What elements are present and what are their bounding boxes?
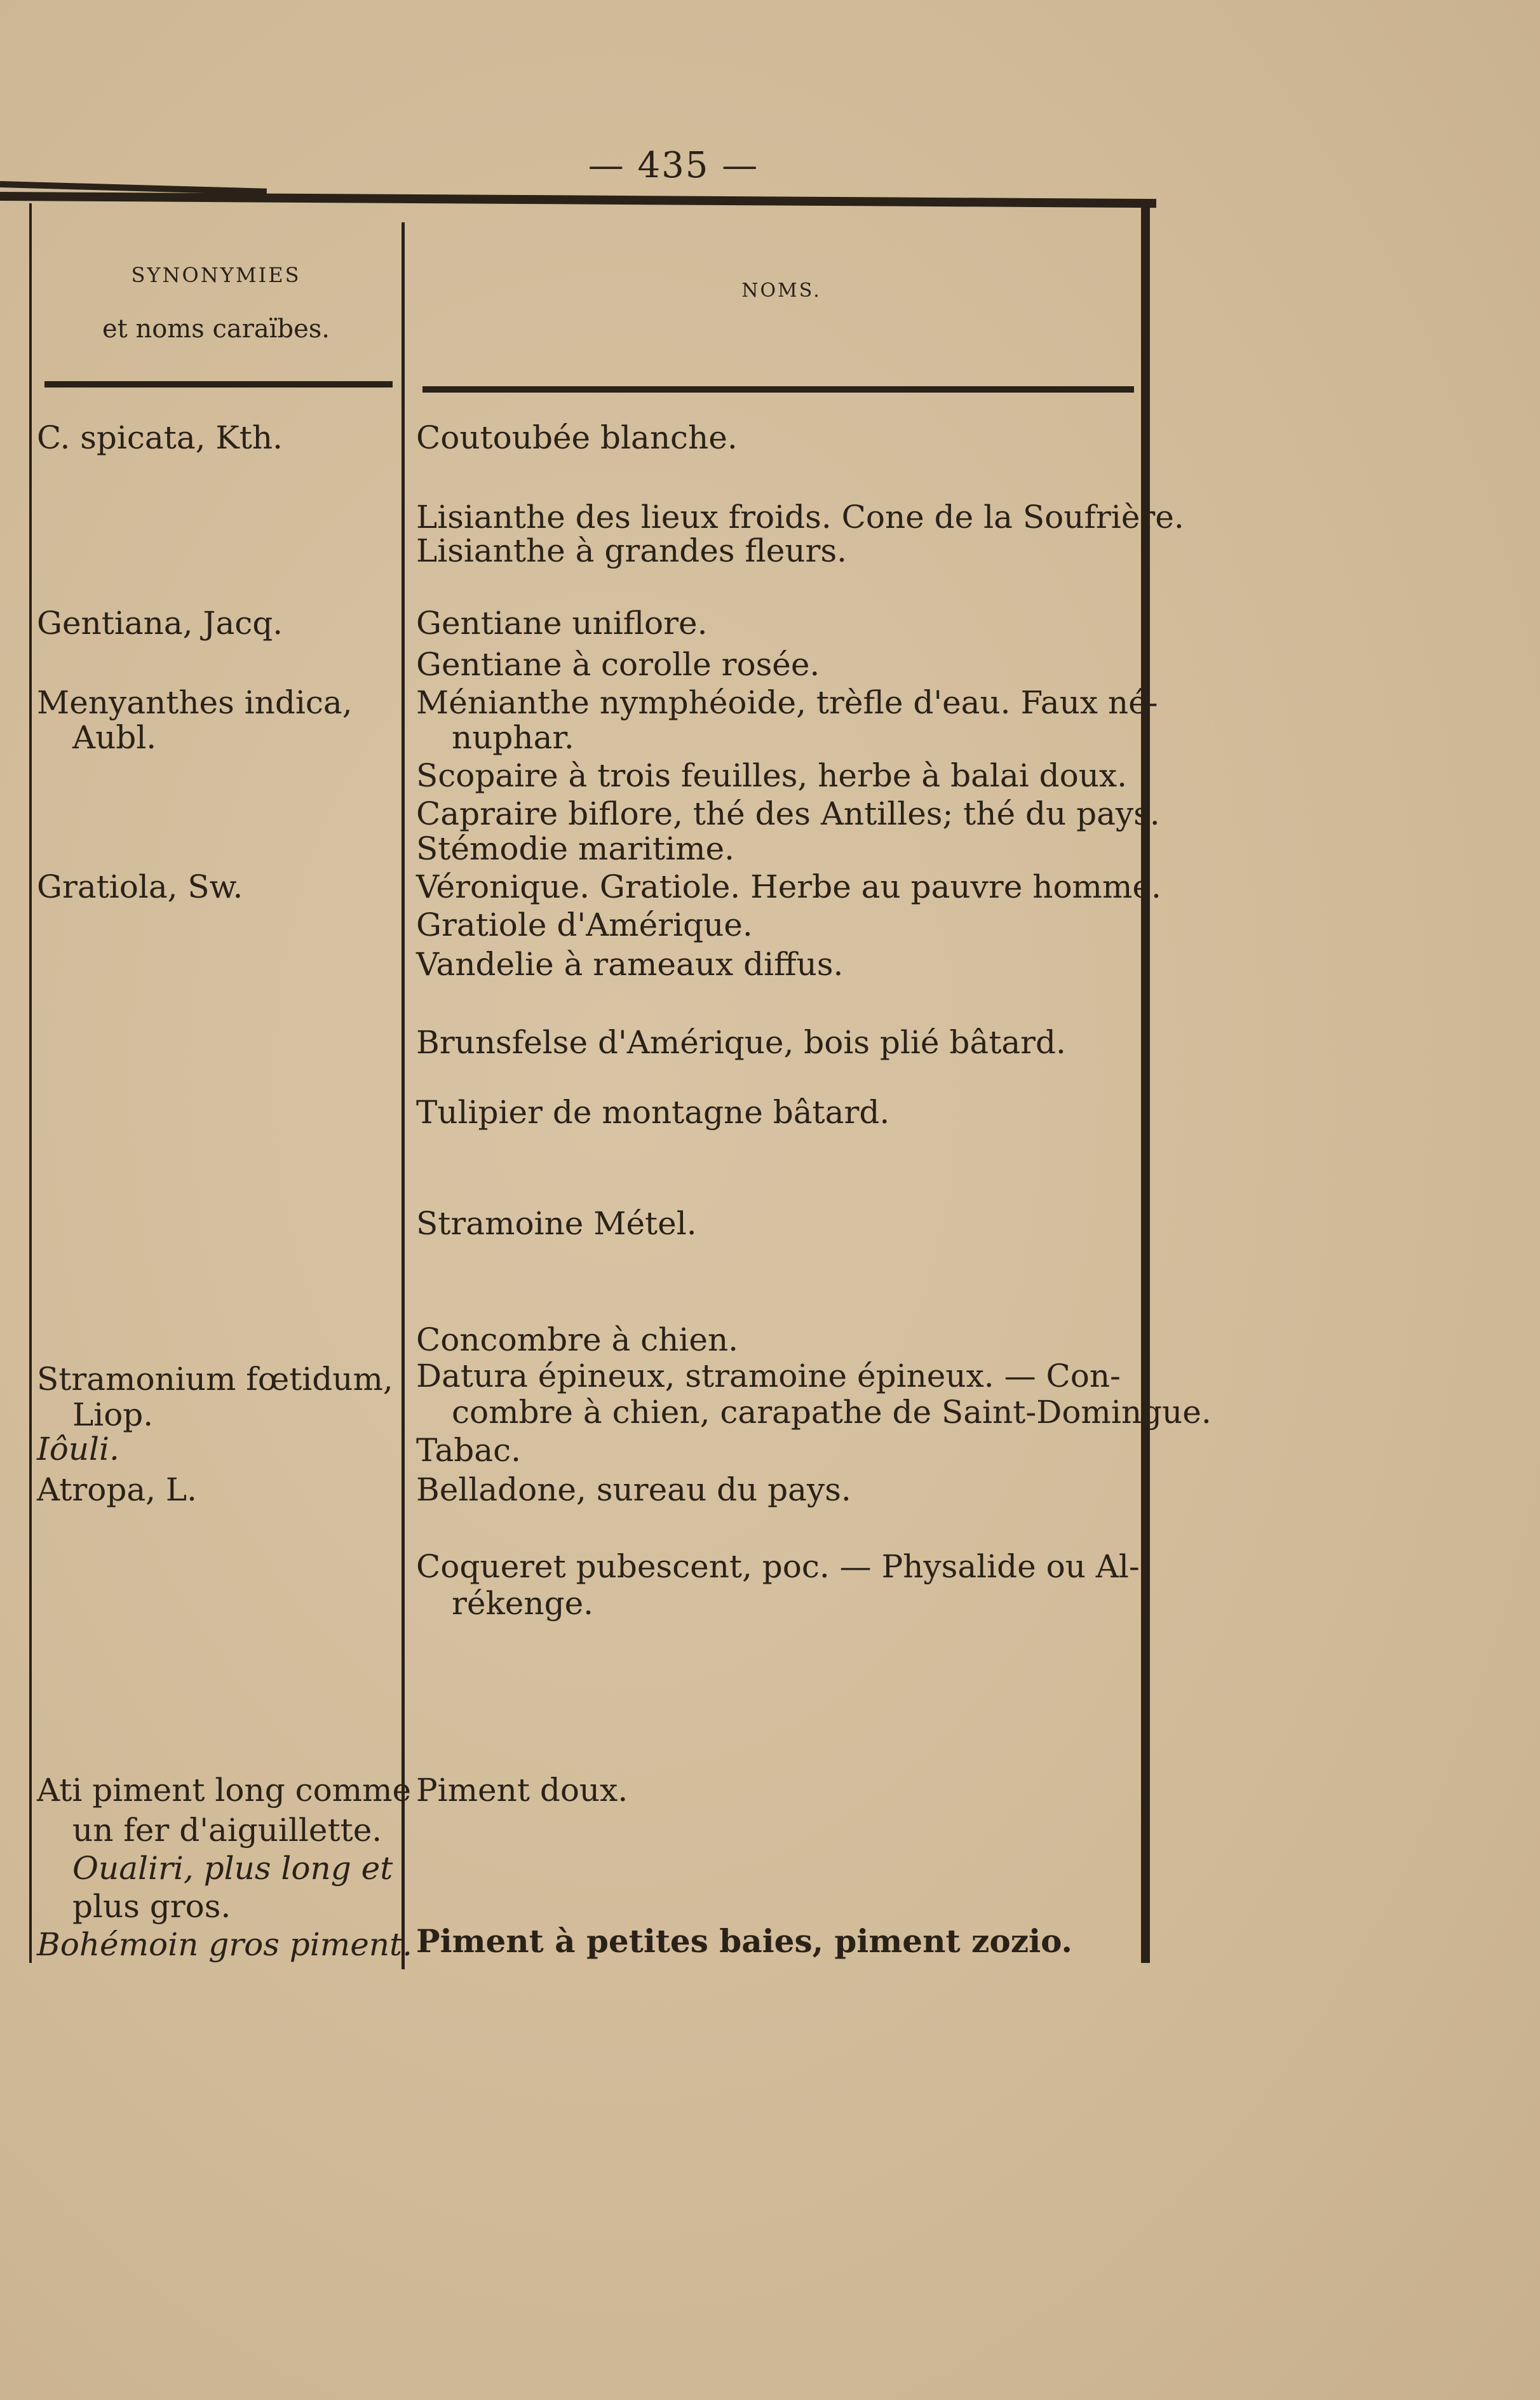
name-tabac: Tabac. <box>416 1432 521 1469</box>
name-piment-doux: Piment doux. <box>416 1772 628 1809</box>
column-divider <box>402 222 405 1969</box>
syn-stramonium: Stramonium fœtidum, <box>37 1361 393 1398</box>
name-belladone: Belladone, sureau du pays. <box>416 1471 851 1508</box>
syn-gratiola: Gratiola, Sw. <box>37 868 243 905</box>
syn-oualiri: Oualiri, plus long et <box>72 1850 393 1887</box>
name-capraire: Capraire biflore, thé des Antilles; thé du pays. <box>416 795 1160 832</box>
name-coutoubee: Coutoubée blanche. <box>416 419 738 456</box>
name-nuphar: nuphar. <box>452 719 574 756</box>
header-synonymies-line1: SYNONYMIES <box>131 263 301 287</box>
page-number: — 435 — <box>588 145 759 186</box>
name-gentiane-uniflore: Gentiane uniflore. <box>416 605 708 642</box>
name-lisianthe-froids: Lisianthe des lieux froids. Cone de la Soufrière. <box>416 499 1184 536</box>
header-noms: NOMS. <box>741 280 821 302</box>
header-synonymies <box>25 253 407 361</box>
syn-gentiana: Gentiana, Jacq. <box>37 605 283 642</box>
syn-ati-cont: un fer d'aiguillette. <box>72 1812 382 1849</box>
name-concombre: Concombre à chien. <box>416 1321 739 1358</box>
name-brunsfelse: Brunsfelse d'Amérique, bois plié bâtard. <box>416 1024 1066 1061</box>
header-synonymies-line2: et noms caraïbes. <box>102 314 330 344</box>
name-stramoine-metel: Stramoine Métel. <box>416 1205 697 1242</box>
syn-menyanthes-author: Aubl. <box>72 719 157 756</box>
right-border <box>1141 203 1150 1963</box>
syn-menyanthes: Menyanthes indica, <box>37 684 353 721</box>
syn-ati: Ati piment long comme <box>37 1772 412 1809</box>
syn-iouli: Iôuli. <box>37 1431 119 1467</box>
name-vandelie: Vandelie à rameaux diffus. <box>416 946 844 983</box>
name-stemodie: Stémodie maritime. <box>416 830 735 867</box>
name-menianthe: Ménianthe nymphéoide, trèfle d'eau. Faux né- <box>416 684 1158 721</box>
name-alkekenge: rékenge. <box>452 1585 594 1622</box>
header-rule-right <box>422 386 1134 393</box>
syn-bohemoin: Bohémoin gros piment. <box>37 1926 412 1963</box>
top-rule <box>0 192 1156 208</box>
name-lisianthe-grandes: Lisianthe à grandes fleurs. <box>416 532 848 569</box>
name-coqueret: Coqueret pubescent, poc. — Physalide ou Al- <box>416 1548 1140 1585</box>
name-scopaire: Scopaire à trois feuilles, herbe à balai doux. <box>416 757 1127 794</box>
syn-stramonium-author: Liop. <box>72 1396 154 1433</box>
name-piment-zozio: Piment à petites baies, piment zozio. <box>416 1922 1072 1960</box>
left-border <box>29 203 32 1963</box>
syn-c-spicata: C. spicata, Kth. <box>37 419 283 456</box>
name-gentiane-rosee: Gentiane à corolle rosée. <box>416 646 820 683</box>
name-carapathe: combre à chien, carapathe de Saint-Domingue. <box>452 1394 1212 1431</box>
header-rule-left <box>44 381 393 388</box>
syn-oualiri-cont: plus gros. <box>72 1888 231 1925</box>
name-datura: Datura épineux, stramoine épineux. — Con- <box>416 1358 1121 1394</box>
name-gratiole-amerique: Gratiole d'Amérique. <box>416 907 753 943</box>
name-tulipier: Tulipier de montagne bâtard. <box>416 1094 890 1131</box>
name-veronique: Véronique. Gratiole. Herbe au pauvre homme. <box>416 868 1161 905</box>
syn-atropa: Atropa, L. <box>37 1471 198 1508</box>
